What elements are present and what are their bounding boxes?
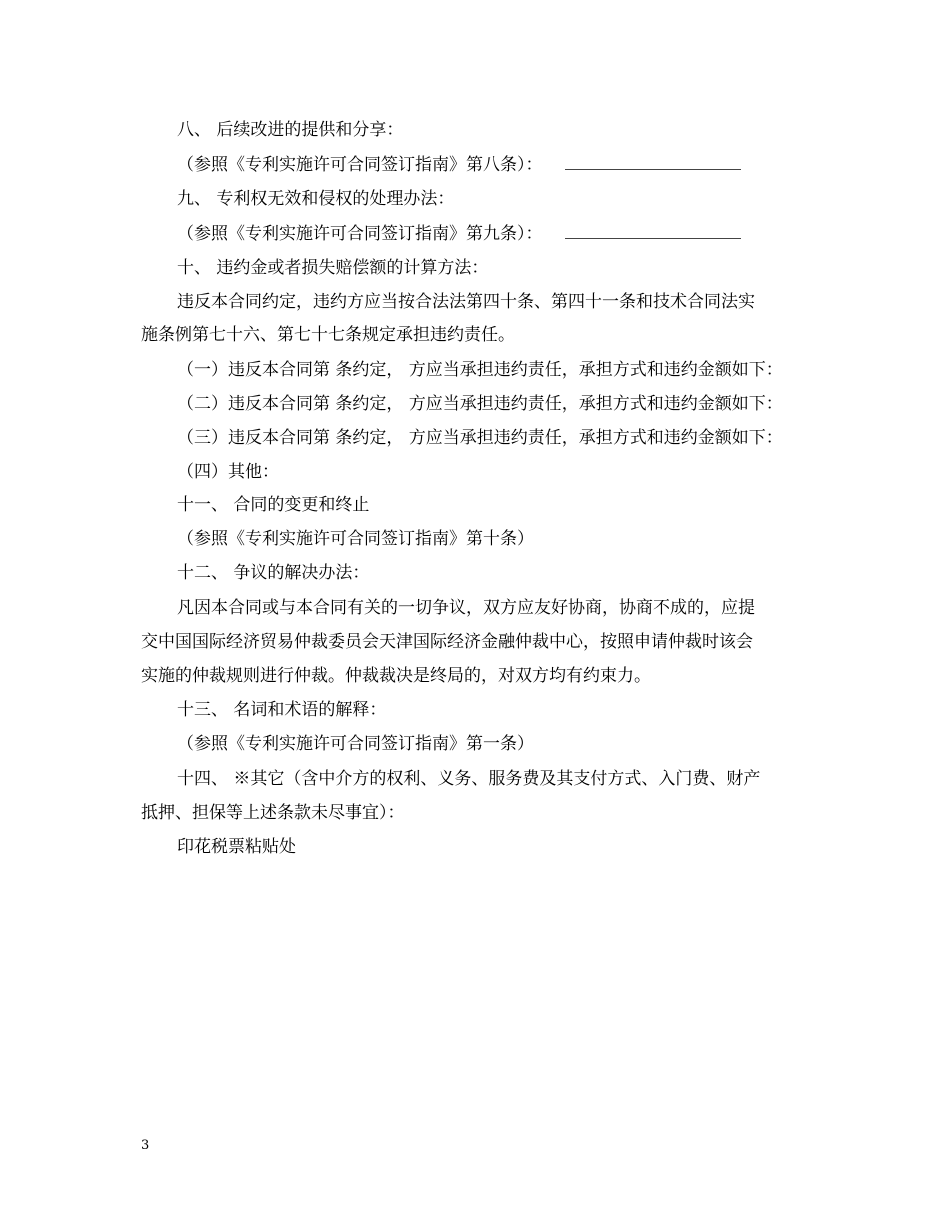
section-11-heading: 十一、 合同的变更和终止 <box>177 495 370 515</box>
section-12-heading: 十二、 争议的解决办法： <box>177 563 370 583</box>
section-12-paragraph-line-3: 实施的仲裁规则进行仲裁。仲裁裁决是终局的，对双方均有约束力。 <box>141 666 651 686</box>
section-10-item-1: （一）违反本合同第 条约定， 方应当承担违约责任，承担方式和违约金额如下： <box>177 360 783 380</box>
section-12-paragraph-line-1: 凡因本合同或与本合同有关的一切争议，双方应友好协商，协商不成的，应提 <box>177 598 755 618</box>
section-9-heading: 九、 专利权无效和侵权的处理办法： <box>177 189 455 209</box>
section-10-paragraph-line-1: 违反本合同约定，违约方应当按合法法第四十条、第四十一条和技术合同法实 <box>177 292 755 312</box>
section-9-blank-line <box>565 222 741 239</box>
section-9-reference-text: （参照《专利实施许可合同签订指南》第九条）： <box>177 224 543 244</box>
section-14-continuation: 抵押、担保等上述条款未尽事宜）： <box>141 803 405 823</box>
section-11-reference: （参照《专利实施许可合同签订指南》第十条） <box>177 529 534 549</box>
stamp-tax-placement-note: 印花税票粘贴处 <box>177 837 296 857</box>
section-10-paragraph-line-2: 施条例第七十六、第七十七条规定承担违约责任。 <box>141 325 515 345</box>
section-10-item-3: （三）违反本合同第 条约定， 方应当承担违约责任，承担方式和违约金额如下： <box>177 428 783 448</box>
section-13-reference: （参照《专利实施许可合同签订指南》第一条） <box>177 734 534 754</box>
section-10-heading: 十、 违约金或者损失赔偿额的计算方法： <box>177 258 489 278</box>
section-12-paragraph-line-2: 交中国国际经济贸易仲裁委员会天津国际经济金融仲裁中心，按照申请仲裁时该会 <box>141 632 753 652</box>
section-8-reference <box>177 153 741 177</box>
section-13-heading: 十三、 名词和术语的解释： <box>177 700 387 720</box>
section-8-blank-line <box>565 153 741 170</box>
page-number: 3 <box>141 1138 150 1153</box>
section-8-heading: 八、 后续改进的提供和分享： <box>177 120 404 140</box>
section-14-heading: 十四、 ※其它（含中介方的权利、义务、服务费及其支付方式、入门费、财产 <box>177 769 761 789</box>
section-10-item-2: （二）违反本合同第 条约定， 方应当承担违约责任，承担方式和违约金额如下： <box>177 394 783 414</box>
section-10-item-4: （四）其他： <box>177 462 279 482</box>
section-8-reference-text: （参照《专利实施许可合同签订指南》第八条）： <box>177 155 543 175</box>
section-9-reference <box>177 222 741 246</box>
